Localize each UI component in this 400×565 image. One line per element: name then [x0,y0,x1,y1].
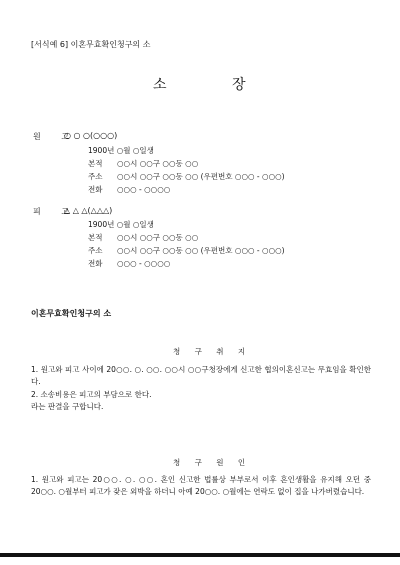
plaintiff-address-label: 주소 [88,172,103,181]
plaintiff-address: ○○시 ○○구 ○○동 ○○ (우편번호 ○○○ - ○○○) [117,172,285,181]
defendant-phone-row [88,258,170,269]
defendant-domicile: ○○시 ○○구 ○○동 ○○ [117,233,199,242]
defendant-phone-label: 전화 [88,259,103,268]
case-title: 이혼무효확인청구의 소 [31,309,112,318]
plaintiff-phone-label: 전화 [88,185,103,194]
plaintiff-name: ○ ○ ○(○○○) [64,131,118,140]
plaintiff-domicile-label: 본적 [88,159,103,168]
defendant-role: 피 고 [33,207,78,216]
bottom-rule [0,553,400,557]
defendant-domicile-label: 본적 [88,233,103,242]
claim-line-1: 1. 원고와 피고 사이에 20○○. ○. ○○. ○○시 ○○구청장에게 신고한 협의이혼신고는 무효임을 확인한다. [31,365,371,386]
plaintiff-domicile-row [88,158,198,169]
plaintiff-phone-row [88,184,170,195]
plaintiff-address-row [88,171,285,182]
cause-line-1: 1. 원고와 피고는 20○○. ○. ○○. 혼인 신고한 법률상 부부로서 이후 혼인생활을 유지해 오던 중 20○○. ○월부터 피고가 잦은 외박을 하더니 아예 20○○. ○월에는 연락도 없이 집을 나가버렸습니다. [31,475,371,496]
plaintiff-phone: ○○○ - ○○○○ [117,185,171,194]
form-label: [서식예 6] 이혼무효확인청구의 소 [31,40,151,49]
plaintiff-role: 원 고 [33,132,78,141]
defendant-address-label: 주소 [88,246,103,255]
defendant-birth: 1900년 ○월 ○일생 [88,220,154,229]
defendant-phone: ○○○ - ○○○○ [117,259,171,268]
defendant-address-row [88,245,285,256]
claim-line-2: 2. 소송비용은 피고의 부담으로 한다. [31,390,152,399]
cause-heading: 청 구 원 인 [173,458,252,467]
defendant-name: △ △ △(△△△) [64,206,113,215]
defendant-domicile-row [88,232,198,243]
claim-heading: 청 구 취 지 [173,347,252,356]
document-title-part1: 소 [153,77,168,93]
defendant-address: ○○시 ○○구 ○○동 ○○ (우편번호 ○○○ - ○○○) [117,246,285,255]
claim-line-3: 라는 판결을 구합니다. [31,402,104,411]
document-title-part2: 장 [232,77,247,93]
plaintiff-domicile: ○○시 ○○구 ○○동 ○○ [117,159,199,168]
plaintiff-birth: 1900년 ○월 ○일생 [88,146,154,155]
